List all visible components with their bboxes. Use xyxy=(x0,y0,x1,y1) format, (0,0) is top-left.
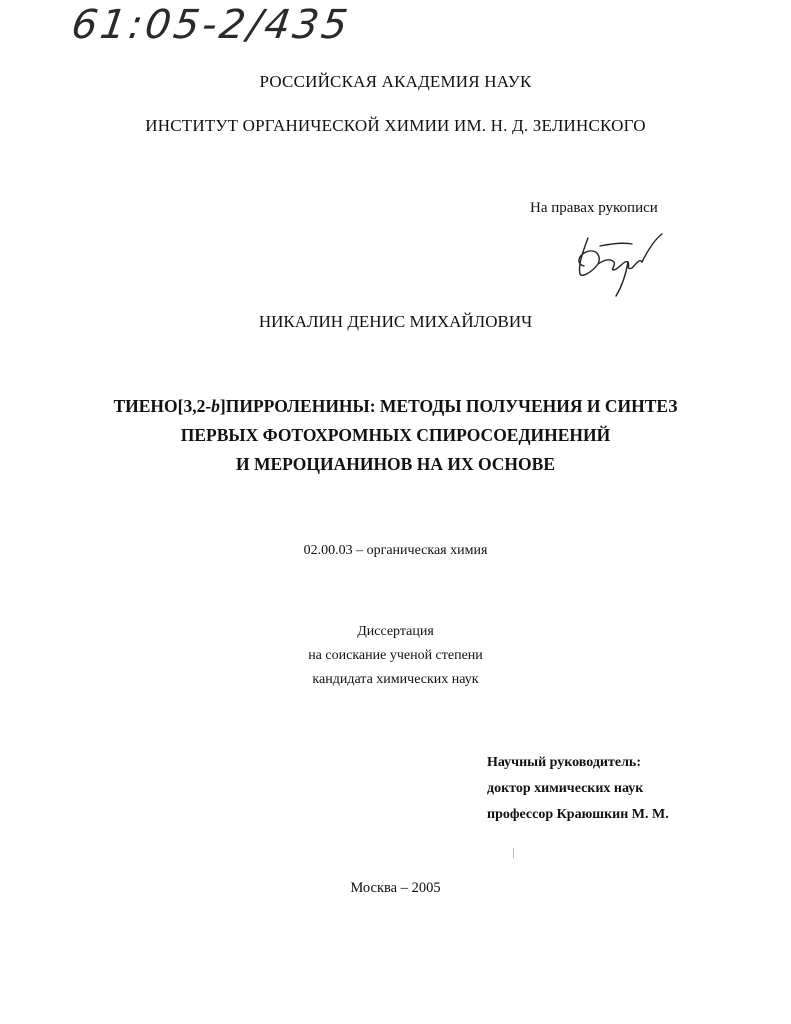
scan-speck xyxy=(513,848,514,858)
manuscript-rights: На правах рукописи xyxy=(530,200,658,216)
title-line-2: ПЕРВЫХ ФОТОХРОМНЫХ СПИРОСОЕДИНЕНИЙ xyxy=(180,425,611,445)
specialty: 02.00.03 – органическая химия xyxy=(303,543,488,558)
title-line-3: И МЕРОЦИАНИНОВ НА ИХ ОСНОВЕ xyxy=(235,454,556,474)
supervisor-degree: доктор химических наук xyxy=(487,781,644,796)
dissertation-label: Диссертация xyxy=(357,624,434,639)
supervisor-label: Научный руководитель: xyxy=(487,755,641,770)
dissertation-title xyxy=(0,392,791,479)
archive-code: 61:05-2/435 xyxy=(68,2,354,48)
institute-name: ИНСТИТУТ ОРГАНИЧЕСКОЙ ХИМИИ ИМ. Н. Д. ЗЕЛИНСКОГО xyxy=(145,116,646,135)
supervisor-block xyxy=(487,750,669,828)
author-signature xyxy=(570,226,670,298)
academy-name: РОССИЙСКАЯ АКАДЕМИЯ НАУК xyxy=(259,72,532,91)
city-year: Москва – 2005 xyxy=(350,880,441,896)
title-line-1: ТИЕНО[3,2-b]ПИРРОЛЕНИНЫ: МЕТОДЫ ПОЛУЧЕНИЯ И СИНТЕЗ xyxy=(113,396,678,416)
degree-purpose: на соискание ученой степени xyxy=(308,648,483,663)
dissertation-block xyxy=(0,620,791,692)
supervisor-name: профессор Краюшкин М. М. xyxy=(487,807,669,822)
author-name: НИКАЛИН ДЕНИС МИХАЙЛОВИЧ xyxy=(258,312,533,331)
degree-name: кандидата химических наук xyxy=(312,672,479,687)
